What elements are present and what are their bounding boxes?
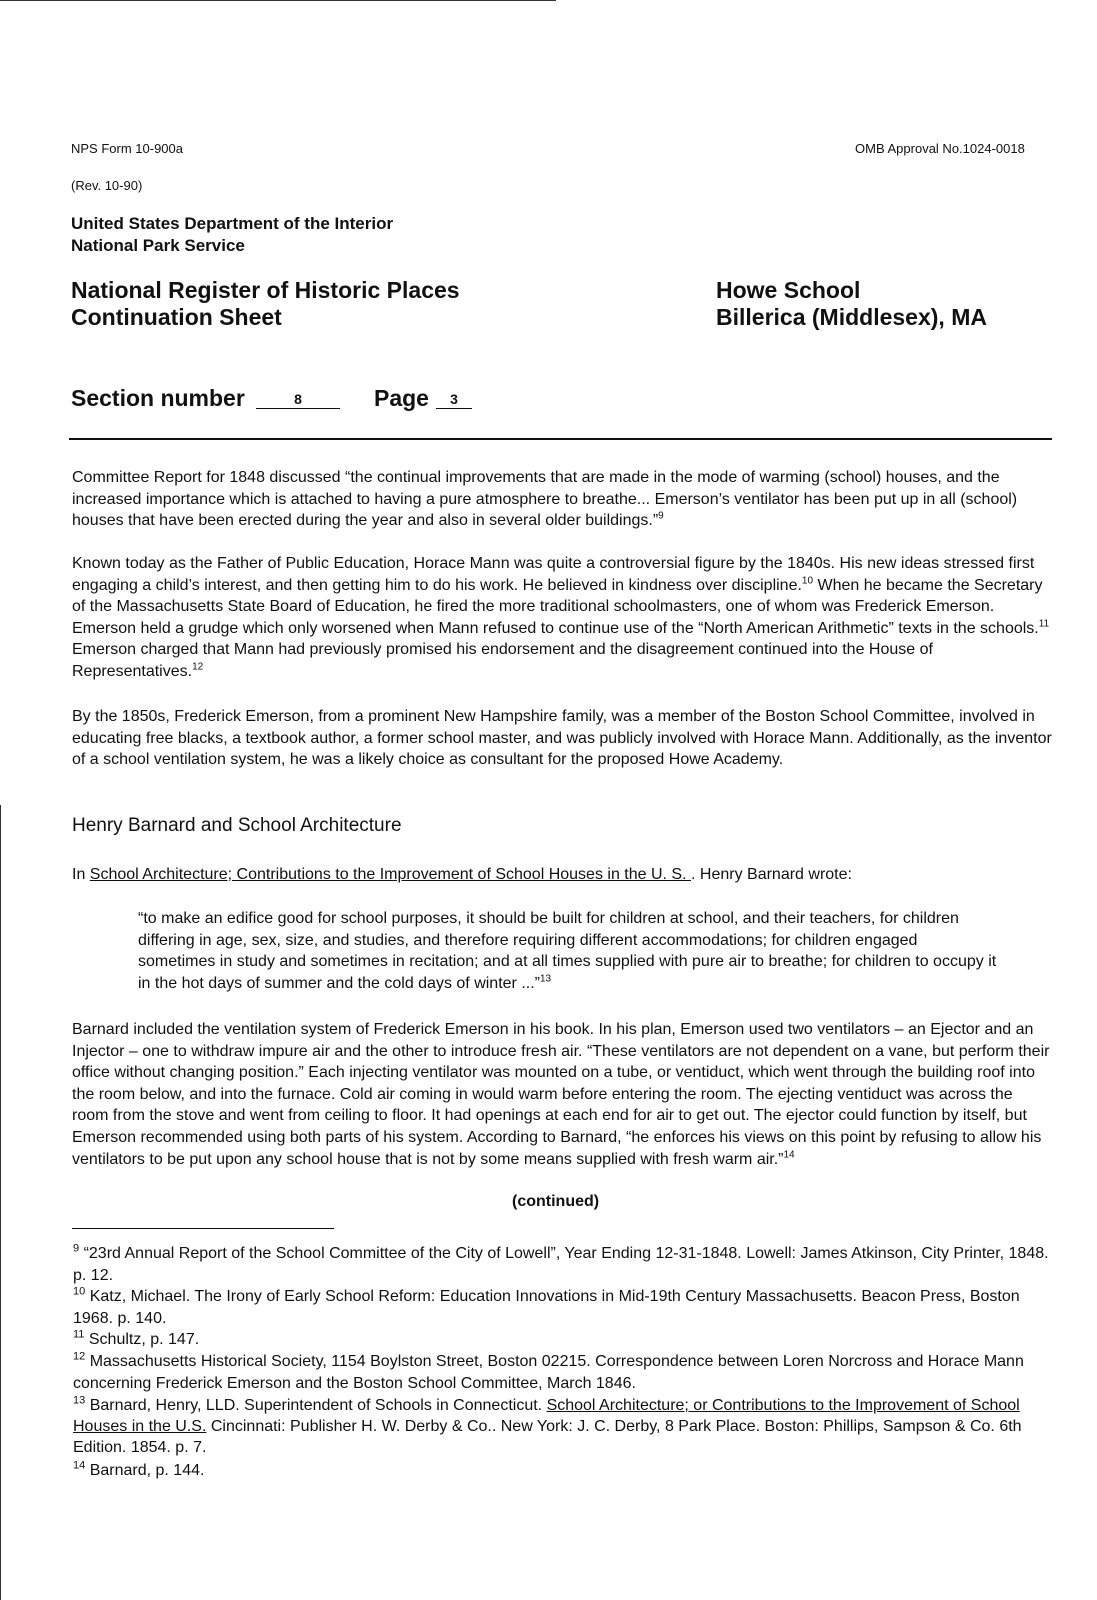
subheading: Henry Barnard and School Architecture bbox=[72, 815, 402, 836]
revision: (Rev. 10-90) bbox=[71, 178, 143, 193]
page-label: Page bbox=[374, 385, 429, 411]
paragraph-3: By the 1850s, Frederick Emerson, from a prominent New Hampshire family, was a member of the Boston School Committee, involved in educating free blacks, a textbook author, a former school master, and was publicly involved with Horace Mann. Additionally, as the inventor of a school ventilation system, he was a likely choice as consultant for the proposed Howe Academy. bbox=[72, 708, 1052, 769]
block-quote: “to make an edifice good for school purposes, it should be built for children at school, and their teachers, for children differing in age, sex, size, and studies, and therefore requiring different accommodations; for children engaged sometimes in study and sometimes in recitation; and at all times supplied with pure air to breathe; for children to occupy it in the hot days of summer and the cold days of winter ...”$^{13}$ bbox=[138, 910, 997, 992]
footnote-ref-12: 12 bbox=[192, 661, 204, 673]
footnote-14: $^{14}$ Barnard, p. 144. bbox=[73, 1459, 205, 1479]
header-rule bbox=[69, 438, 1052, 440]
page-field bbox=[436, 390, 472, 409]
footnote-ref-11: 11 bbox=[1038, 618, 1050, 630]
footnote-11: $^{11}$ Schultz, p. 147. bbox=[73, 1328, 200, 1348]
scan-edge-left bbox=[0, 805, 1, 1600]
footnote-9: $^9$ “23rd Annual Report of the School Committee of the City of Lowell”, Year Ending 12-31-1848. Lowell: James Atkinson, City Printer, 1848. p. 12. bbox=[73, 1242, 1049, 1284]
section-number-field bbox=[256, 390, 340, 409]
sheet-title: Continuation Sheet bbox=[71, 304, 282, 330]
paragraph-4: In School Architecture; Contributions to the Improvement of School Houses in the U. S. . Henry Barnard wrote: bbox=[72, 866, 852, 883]
footnote-10: $^{10}$ Katz, Michael. The Irony of Early School Reform: Education Innovations in Mid-19th Century Massachusetts. Beacon Press, Boston 1968. p. 140. bbox=[73, 1285, 1020, 1327]
omb-approval: OMB Approval No.1024-0018 bbox=[855, 141, 1025, 156]
service: National Park Service bbox=[71, 236, 245, 255]
footnote-ref-13: 13 bbox=[539, 973, 552, 985]
book-title-link: School Architecture; Contributions to the Improvement of School Houses in the U. S. bbox=[89, 866, 691, 883]
footnote-separator bbox=[72, 1228, 334, 1229]
footnote-ref-10: 10 bbox=[801, 575, 814, 587]
form-id: NPS Form 10-900a bbox=[71, 141, 183, 156]
paragraph-5: Barnard included the ventilation system of Frederick Emerson in his book. In his plan, Emerson used two ventilators – an Ejector and an Injector – one to withdraw impure air and the other to introduce fresh air. “These ventilators are not dependent on a vane, but perform their office without changing position.” Each injecting ventilator was mounted on a tube, or ventiduct, which went through the building roof into the room below, and into the furnace. Cold air coming in would warm before entering the room. The ejecting ventiduct was across the room from the stove and went from ceiling to floor. It had openings at each end for air to get out. The ejector could function by itself, but Emerson recommended using both parts of his system. According to Barnard, “he enforces his views on this point by refusing to allow his ventilators to be put upon any school house that is not by some means supplied with fresh warm air.”$^{14}$ bbox=[72, 1021, 1050, 1168]
scan-edge-top bbox=[0, 0, 556, 1]
property-name: Howe School bbox=[716, 277, 861, 303]
footnote-ref-9: 9 bbox=[658, 510, 664, 522]
paragraph-2: Known today as the Father of Public Education, Horace Mann was quite a controversial figure by the 1840s. His new ideas stressed first engaging a child’s interest, and then getting him to do his work. He believed in kindness over discipline.$^{10}$ When he became the Secretary of the Massachusetts State Board of Education, he fired the more traditional schoolmasters, one of whom was Frederick Emerson. Emerson held a grudge which only worsened when Mann refused to continue use of the “North American Arithmetic” texts in the schools.$^{11}$ Emerson charged that Mann had previously promised his endorsement and the disagreement continued into the House of Representatives.$^{12}$ bbox=[72, 555, 1050, 680]
footnote-ref-14: 14 bbox=[783, 1149, 795, 1161]
register-title: National Register of Historic Places bbox=[71, 277, 460, 303]
continued-label: (continued) bbox=[512, 1193, 600, 1210]
section-number-label: Section number bbox=[71, 385, 245, 411]
department: United States Department of the Interior bbox=[71, 214, 394, 233]
property-location: Billerica (Middlesex), MA bbox=[716, 304, 987, 330]
page-value: 3 bbox=[436, 390, 472, 409]
section-number-value: 8 bbox=[256, 390, 340, 409]
footnote-13: $^{13}$ Barnard, Henry, LLD. Superintendent of Schools in Connecticut. School Architecture; or Contributions to the Improvement of School Houses in the U.S. Cincinnati: Publisher H. W. Derby & Co.. New York: J. C. Derby, 8 Park Place. Boston: Phillips, Sampson & Co. 6th Edition. 1854. p. 7. bbox=[73, 1394, 1022, 1456]
footnote-12: $^{12}$ Massachusetts Historical Society, 1154 Boylston Street, Boston 02215. Correspondence between Loren Norcross and Horace Mann concerning Frederick Emerson and the Boston School Committee, March 1846. bbox=[73, 1350, 1024, 1392]
paragraph-1: Committee Report for 1848 discussed “the continual improvements that are made in the mode of warming (school) houses, and the increased importance which is attached to having a pure atmosphere to breathe... Emerson’s ventilator has been put up in all (school) houses that have been erected during the year and also in several older buildings.”$^9$ bbox=[72, 469, 1018, 530]
